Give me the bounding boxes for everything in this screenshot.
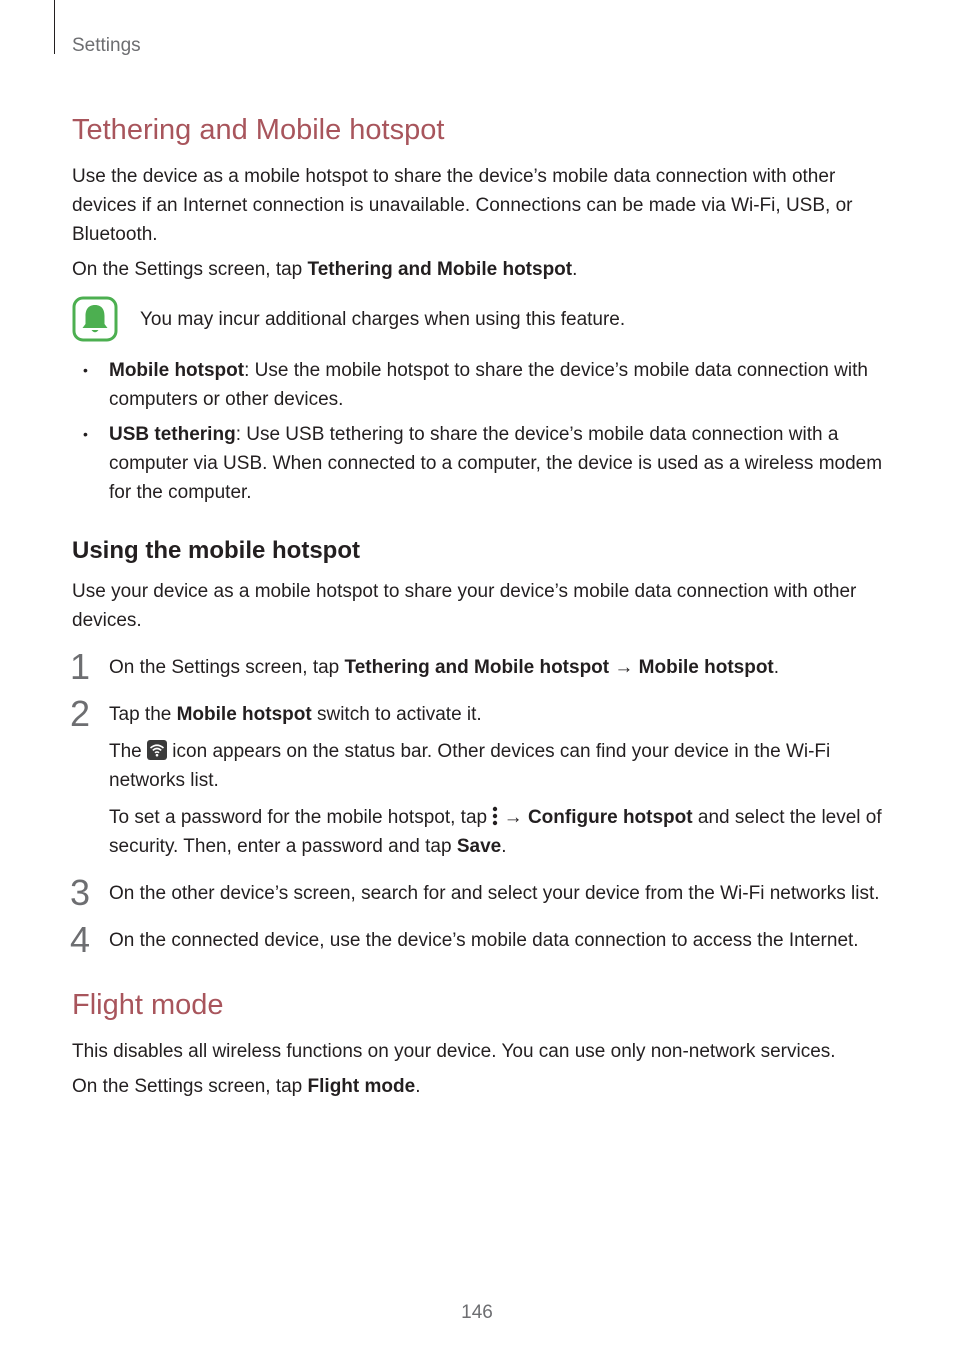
step-4: 4 On the connected device, use the device’s mobile data connection to access the Internet. [70,919,859,960]
note-text: You may incur additional charges when using this feature. [140,308,626,330]
tethering-options-list [72,356,884,507]
step-number: 4 [70,919,91,960]
section-title-tethering: Tethering and Mobile hotspot [72,114,445,146]
step-2: 2 Tap the Mobile hotspot switch to activate it. The icon appears on the status bar. Other devices can find your device in the Wi-Fi networks list. To set a password for the mobile hotspot, tap → Configure hotspot and select the level of security. Then, enter a password and tap Save. [70,693,882,857]
note-box [72,296,884,342]
tethering-instruction: On the Settings screen, tap Tethering and Mobile hotspot. [72,259,578,280]
list-item: • Mobile hotspot: Use the mobile hotspot to share the device’s mobile data connection with computers or other devices. [72,356,884,414]
using-hotspot-intro: Use your device as a mobile hotspot to share your device’s mobile data connection with other devices. [72,581,857,631]
step-number: 2 [70,693,91,734]
section-title-using-hotspot: Using the mobile hotspot [72,537,360,564]
page-content [72,110,884,1107]
page-number: 146 [461,1302,493,1323]
flight-mode-intro: This disables all wireless functions on your device. You can use only non-network services. [72,1041,836,1062]
step-1: 1 On the Settings screen, tap Tethering and Mobile hotspot → Mobile hotspot. [70,646,780,687]
margin-rule [54,0,55,54]
list-item: • USB tethering: Use USB tethering to share the device’s mobile data connection with a computer via USB. When connected to a computer, the device is used as a wireless modem for the computer. [72,420,884,507]
step-number: 3 [70,872,91,913]
flight-mode-instruction: On the Settings screen, tap Flight mode. [72,1076,421,1097]
step-number: 1 [70,646,91,687]
mobile-hotspot-icon [147,740,167,760]
notification-bell-icon [72,296,118,342]
tethering-intro: Use the device as a mobile hotspot to share the device’s mobile data connection with other devices if an Internet connection is unavailable. Connections can be made via Wi-Fi, USB, or Bluetooth. [72,166,853,245]
running-head: Settings [72,35,141,56]
tethering-menu-name: Tethering and Mobile hotspot [307,259,573,280]
step-3: 3 On the other device’s screen, search for and select your device from the Wi-Fi networks list. [70,872,880,913]
section-title-flight-mode: Flight mode [72,989,224,1021]
